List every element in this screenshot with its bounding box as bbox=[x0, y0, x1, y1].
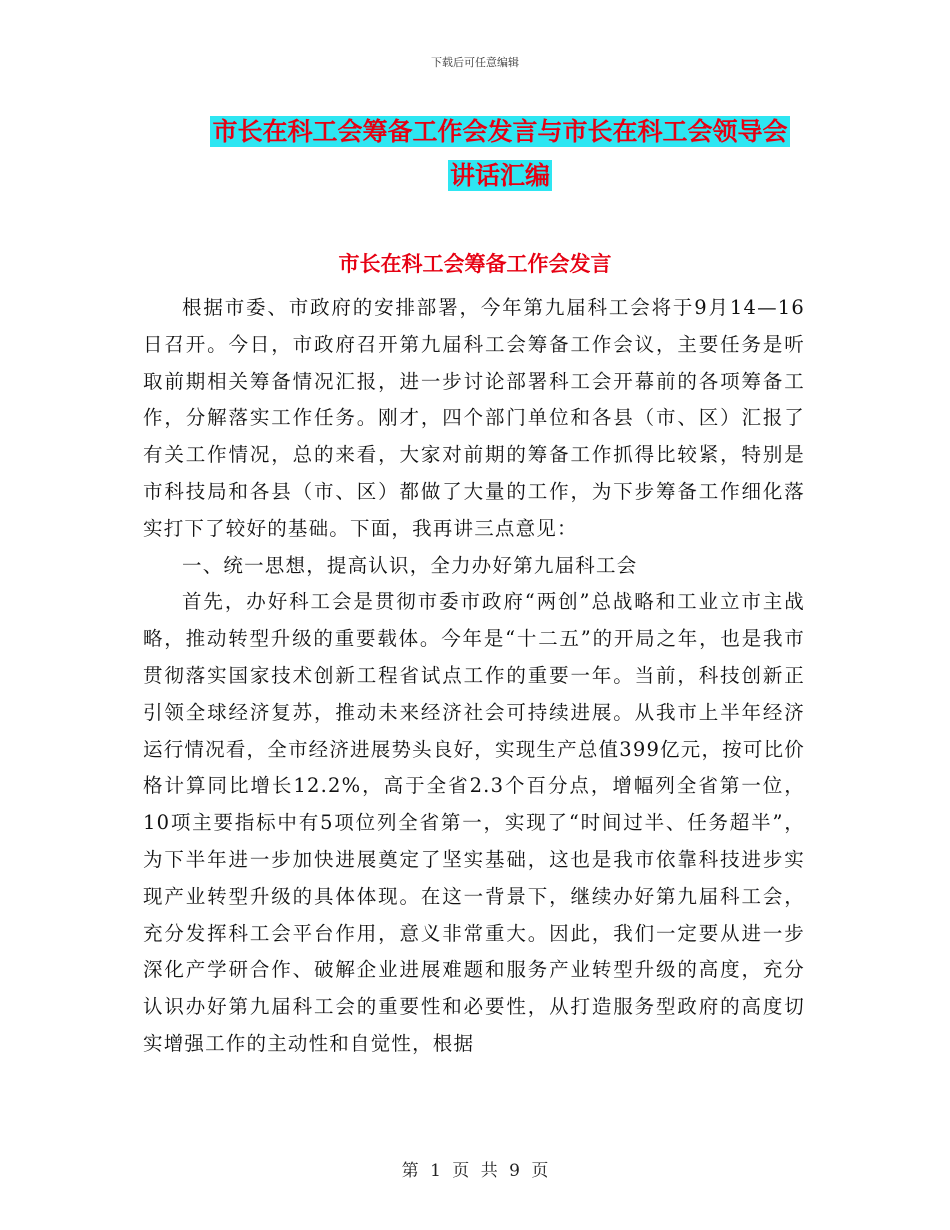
title-line-2: 讲话汇编 bbox=[449, 161, 550, 190]
document-title bbox=[190, 110, 810, 198]
section-title: 市长在科工会筹备工作会发言 bbox=[338, 251, 612, 276]
body-text bbox=[143, 290, 805, 1063]
paragraph-first-point: 首先，办好科工会是贯彻市委市政府“两创”总战略和工业立市主战略，推动转型升级的重要载体。今年是“十二五”的开局之年，也是我市贯彻落实国家技术创新工程省试点工作的重要一年。当前，科技创新正引领全球经济复苏，推动未来经济社会可持续进展。从我市上半年经济运行情况看，全市经济进展势头良好，实现生产总值399亿元，按可比价格计算同比增长12.2%，高于全省2.3个百分点，增幅列全省第一位，10项主要指标中有5项位列全省第一，实现了“时间过半、任务超半”，为下半年进一步加快进展奠定了坚实基础，这也是我市依靠科技进步实现产业转型升级的具体体现。在这一背景下，继续办好第九届科工会，充分发挥科工会平台作用，意义非常重大。因此，我们一定要从进一步深化产学研合作、破解企业进展难题和服务产业转型升级的高度，充分认识办好第九届科工会的重要性和必要性，从打造服务型政府的高度切实增强工作的主动性和自觉性，根据 bbox=[143, 590, 805, 1055]
page-footer: 第 1 页 共 9 页 bbox=[401, 1161, 549, 1181]
paragraph-heading-one: 一、统一思想，提高认识，全力办好第九届科工会 bbox=[182, 553, 638, 577]
title-line-1: 市长在科工会筹备工作会发言与市长在科工会领导会 bbox=[212, 117, 788, 146]
paragraph-intro: 根据市委、市政府的安排部署，今年第九届科工会将于9月14—16日召开。今日，市政府召开第九届科工会筹备工作会议，主要任务是听取前期相关筹备情况汇报，进一步讨论部署科工会开幕前的各项筹备工作，分解落实工作任务。刚才，四个部门单位和各县（市、区）汇报了有关工作情况，总的来看，大家对前期的筹备工作抓得比较紧，特别是市科技局和各县（市、区）都做了大量的工作，为下步筹备工作细化落实打下了较好的基础。下面，我再讲三点意见： bbox=[143, 296, 805, 540]
header-note: 下载后可任意编辑 bbox=[431, 56, 519, 69]
